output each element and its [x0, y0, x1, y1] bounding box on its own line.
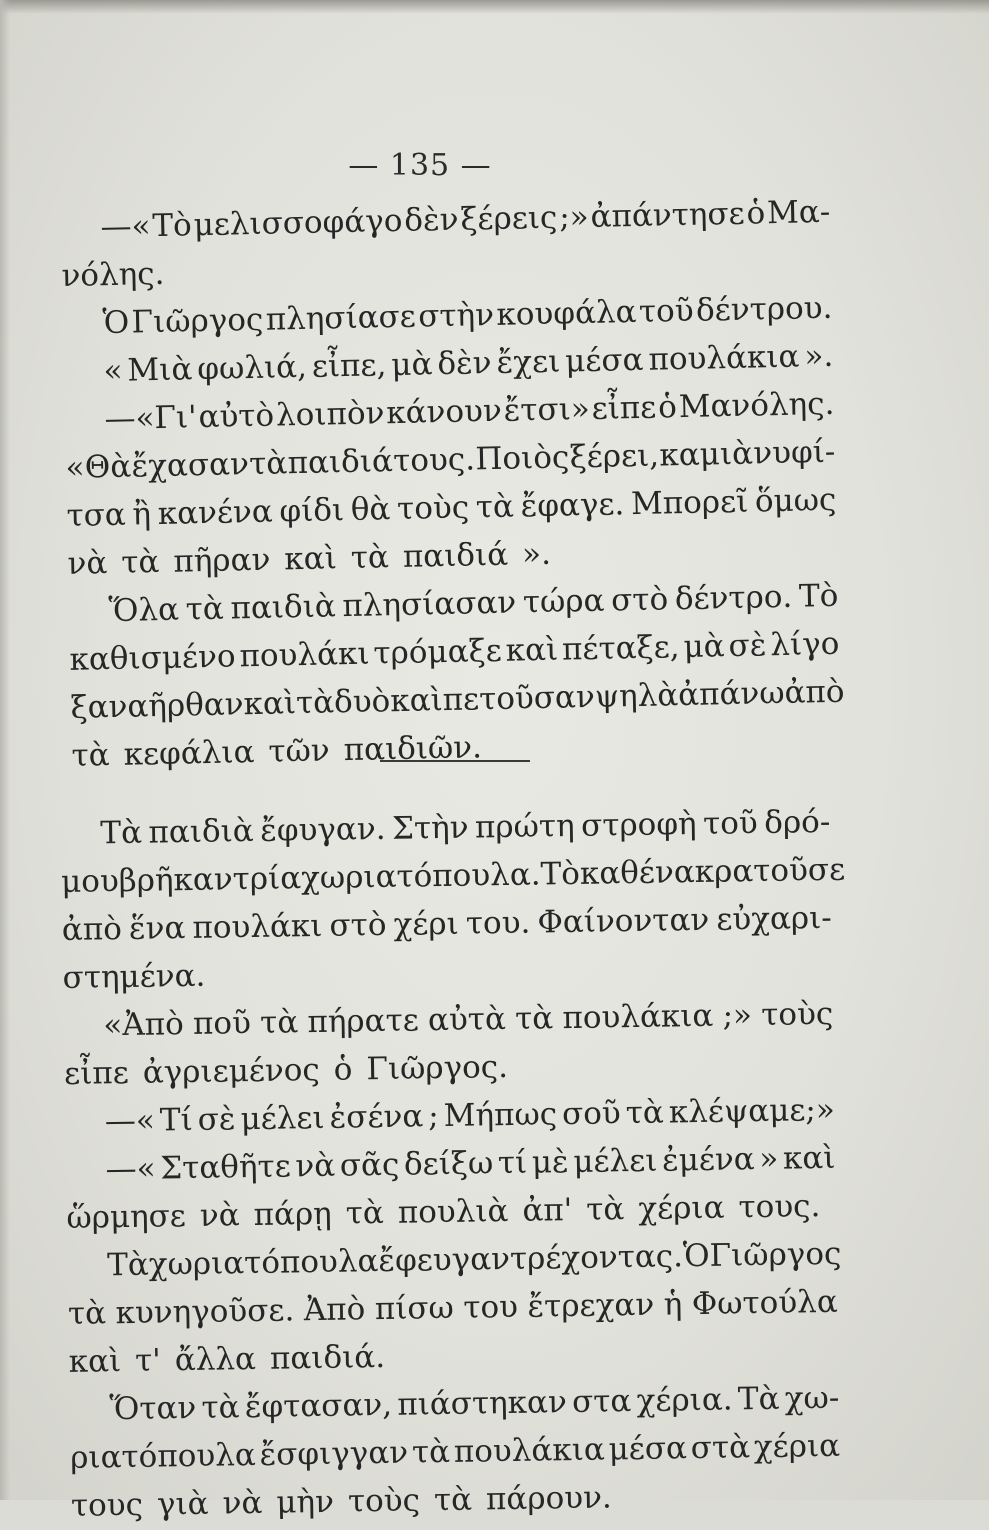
text-line: τους γιὰ νὰ μὴν τοὺς τὰ πάρουν.: [70, 1479, 613, 1524]
text-line: νὰ τὰ πῆραν καὶ τὰ παιδιά ».: [67, 535, 552, 582]
text-line: ἀπὸ ἕνα πουλάκι στὸ χέρι του. Φαίνονταν εὐχαρι-: [61, 899, 833, 948]
text-line: Ὁ Γιῶργος πλησίασε στὴν κουφάλα τοῦ δέντρου.: [102, 289, 833, 342]
text-line: νόλης.: [61, 255, 165, 294]
text-line: —« Τὸ μελισσοφάγο δὲν ξέρεις ;» ἀπάντησε ὁ Μα-: [100, 193, 831, 246]
text-line: « Θὰ ἔχασαν τὰ παιδιά τους. Ποιὸς ξέρει, καμιὰ νυφί-: [65, 433, 836, 486]
text-line: Τὰ παιδιὰ ἔφυγαν. Στὴν πρώτη στροφὴ τοῦ δρό-: [100, 803, 831, 852]
text-line: τὰ κεφάλια τῶν παιδιῶν.: [71, 729, 483, 774]
text-line: —« Τί σὲ μέλει ἐσένα ; Μήπως σοῦ τὰ κλέψαμε;»: [104, 1091, 836, 1140]
text-line: Τὰ χωριατόπουλα ἔφευγαν τρέχοντας. Ὁ Γιῶργος: [106, 1235, 842, 1284]
text-line: ριατόπουλα ἔσφιγγαν τὰ πουλάκια μέσα στὰ χέρια: [69, 1427, 841, 1476]
text-line: τὰ κυνηγοῦσε. Ἀπὸ πίσω του ἔτρεχαν ἡ Φωτούλα: [67, 1283, 839, 1332]
text-line: μου βρῆκαν τρία χωριατόπουλα. Τὸ καθένα κρατοῦσε: [60, 851, 846, 900]
text-line: ξαναῆρθαν καὶ τὰ δυὸ καὶ πετοῦσαν ψηλὰ ἀπάνω ἀπὸ: [70, 673, 845, 726]
text-line: εἶπε ἀγριεμένος ὁ Γιῶργος.: [63, 1048, 509, 1092]
text-line: Ὅλα τὰ παιδιὰ πλησίασαν τώρα στὸ δέντρο. Τὸ: [108, 577, 839, 630]
text-line: Ὅταν τὰ ἔφτασαν, πιάστηκαν στα χέρια. Τὰ χω-: [109, 1379, 840, 1428]
text-line: —« Σταθῆτε νὰ σᾶς δείξω τί μὲ μέλει ἐμένα » καὶ: [105, 1139, 836, 1188]
text-line: καὶ τ' ἄλλα παιδιά.: [68, 1338, 386, 1380]
page-top-shadow: [0, 0, 989, 14]
text-line: —«Γι' αὐτὸ λοιπὸν κάνουν ἔτσι» εἶπε ὁ Μανόλης.: [104, 385, 835, 438]
text-line: καθισμένο πουλάκι τρόμαξε καὶ πέταξε, μὰ σὲ λίγο: [69, 625, 840, 678]
page-number: — 135 —: [348, 148, 492, 183]
text-section-one: [60, 188, 845, 780]
text-line: στημένα.: [62, 957, 206, 996]
text-line: τσα ἢ κανένα φίδι θὰ τοὺς τὰ ἔφαγε. Μπορεῖ ὅμως: [66, 481, 837, 534]
text-section-two: [60, 798, 846, 1530]
text-line: « Μιὰ φωλιά, εἶπε, μὰ δὲν ἔχει μέσα πουλάκια ».: [103, 337, 834, 390]
text-line: ὥρμησε νὰ πάρῃ τὰ πουλιὰ ἀπ' τὰ χέρια τους.: [66, 1188, 821, 1236]
text-line: «Ἀπὸ ποῦ τὰ πήρατε αὐτὰ τὰ πουλάκια ;» τοὺς: [103, 995, 834, 1044]
section-separator: [380, 760, 530, 762]
page-left-shadow: [0, 0, 10, 1500]
